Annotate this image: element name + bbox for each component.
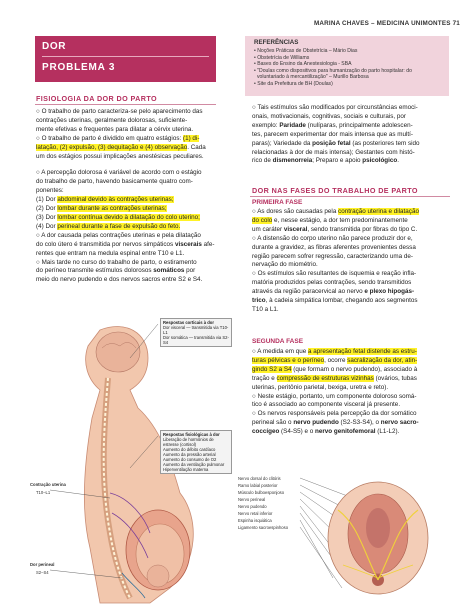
perineum-label: Nervo retal inferior bbox=[238, 511, 273, 516]
perineal-nerves-figure bbox=[238, 470, 438, 600]
reference-item: • Obstetrícia de Williams bbox=[254, 54, 310, 61]
perineum-label: Espinha isquiática bbox=[238, 518, 272, 523]
section-divider bbox=[35, 104, 216, 105]
text-line: durante a gravidez, as fibras aferentes provenientes dessa bbox=[252, 243, 416, 251]
text-line: ○ A dor causada pelas contrações uterinas e pela dilatação bbox=[36, 231, 201, 239]
text-line: contrações uterinas, geralmente dolorosas, suficiente- bbox=[36, 116, 188, 124]
banner-subtitle: PROBLEMA 3 bbox=[42, 62, 116, 73]
text-line: T10 a L1. bbox=[252, 305, 279, 313]
banner-divider bbox=[42, 56, 209, 57]
text-line: exemplo: Paridade (nulíparas, principalmente adolescen- bbox=[252, 121, 413, 129]
reference-item: • Noções Práticas de Obstetrícia – Mário Dias bbox=[254, 48, 358, 54]
brain-shape bbox=[96, 332, 140, 372]
text-line: região parecem sofrer regressão, caracterizando uma de- bbox=[252, 252, 413, 260]
text-line: paras); Variedade da posição fetal (as posteriores tem sido bbox=[252, 139, 420, 147]
text-line: do trabalho de parto, havendo basicamente quatro com- bbox=[36, 178, 193, 186]
text-line: turas pélvicas e o períneo, ocorre sacralização da dor, atin- bbox=[252, 356, 418, 364]
text-line: ○ Os estímulos são resultantes de isquemia e reação infla- bbox=[252, 270, 417, 278]
text-line: do colo útero é transmitida por nervos simpáticos viscerais afe- bbox=[36, 240, 215, 248]
text-line: uterinas, peritônio parietal, bexiga, uretra e reto). bbox=[252, 383, 389, 391]
text-line: tico é associado ao componente visceral já presente. bbox=[252, 401, 401, 409]
text-line: tração e compressão de estruturas vizinhas (ovários, tubas bbox=[252, 374, 417, 382]
text-line: (3) Dor lombar contínua devido à dilatação do colo uterino; bbox=[36, 213, 200, 221]
section-divider bbox=[250, 196, 450, 197]
text-line: ○ Tais estímulos são modificados por circunstâncias emoci- bbox=[252, 104, 418, 111]
text-line: relacionadas à dor de mais intensa); Gestantes com histó- bbox=[252, 148, 415, 156]
text-line: (4) Dor perineal durante a fase de expulsão do feto. bbox=[36, 222, 181, 230]
text-line: ○ O trabalho de parto é dividido em quatro estágios: (1) di- bbox=[36, 134, 200, 142]
text-line: ○ A percepção dolorosa é variável de acordo com o estágio bbox=[36, 169, 202, 177]
text-line: ○ Neste estágio, portanto, um componente doloroso somá- bbox=[252, 392, 417, 400]
text-line: ponentes: bbox=[36, 187, 64, 195]
perineum-label: Músculo bulboesponjoso bbox=[238, 490, 285, 495]
page-header: MARINA CHAVES – MEDICINA UNIMONTES 71 bbox=[313, 20, 460, 27]
reference-item: • Bases do Ensino da Anestesiologia - SBA bbox=[254, 61, 352, 67]
phase1-title: PRIMEIRA FASE bbox=[252, 199, 303, 206]
labor-pain-pathways-figure bbox=[30, 318, 230, 608]
text-line: onais, motivacionais, cognitivas, sociais e culturais, por bbox=[252, 112, 406, 120]
phase1-text bbox=[252, 208, 452, 315]
perineum-label: Nervo dorsal do clitóris bbox=[238, 476, 281, 481]
uterine-contraction-segments: T10–L1 bbox=[36, 490, 51, 495]
reference-item-continued: voluntariado à mercantilização" – Murillo Barbosa bbox=[257, 74, 369, 80]
references-title: REFERÊNCIAS bbox=[254, 39, 299, 46]
text-line: latação, (2) expulsão, (3) dequitação e (4) observação. Cada bbox=[36, 143, 206, 151]
text-line: (2) Dor lombar durante as contrações uterinas; bbox=[36, 205, 167, 213]
perineum-label: Ramo labial posterior bbox=[238, 483, 278, 488]
perineal-pain-label: Dor perineal bbox=[30, 562, 55, 567]
text-line: perineal são o nervo pudendo (S2-S3-S4), o nervo sacro- bbox=[252, 419, 419, 427]
text-line: tes, parecem experimentar dor mais intensa que as multí- bbox=[252, 130, 413, 138]
references-box bbox=[245, 36, 449, 96]
text-line: ○ A distensão do corpo uterino não parece produzir dor e, bbox=[252, 234, 413, 242]
text-line: ○ As dores são causadas pela contração uterina e dilatação bbox=[252, 208, 419, 215]
text-line: rentes que entram na medula espinal entre T10 e L1. bbox=[36, 249, 185, 257]
text-line: do colo e, nesse estágio, a dor tem predominantemente bbox=[252, 216, 408, 224]
perineum-label: Ligamento sacroespinhoso bbox=[238, 525, 289, 530]
text-line: ○ Mais tarde no curso do trabalho de parto, o estiramento bbox=[36, 258, 197, 266]
text-line: ○ A medida em que a apresentação fetal distende as estru- bbox=[252, 348, 417, 355]
section-title-fisiologia: FISIOLOGIA DA DOR DO PARTO bbox=[36, 94, 158, 103]
text-line: ○ Os nervos responsáveis pela percepção da dor somático bbox=[252, 410, 417, 418]
text-line: mente efetivas e frequentes para dilatar a cérvix uterina. bbox=[36, 125, 194, 133]
perineum-label: Nervo pudendo bbox=[238, 504, 267, 509]
banner-title: DOR bbox=[42, 41, 67, 52]
text-line: um caráter visceral, sendo transmitida por fibras do tipo C. bbox=[252, 225, 418, 233]
text-line: nervação do miométrio. bbox=[252, 261, 318, 269]
perineum-label: Nervo perineal bbox=[238, 497, 266, 502]
perineal-pain-segments: S2–S4 bbox=[36, 570, 49, 575]
title-banner bbox=[35, 36, 216, 82]
reference-item: • Site da Prefeitura de BH (Doulas) bbox=[254, 80, 333, 87]
reference-item: • "Doulas como dispositivos para humanização do parto hospitalar: do bbox=[254, 67, 412, 74]
text-line: trico, à cadeia simpática lombar, chegando aos segmentos bbox=[252, 297, 418, 305]
cortical-responses-box: Respostas corticais à dor Dor visceral — transmitida via T10-L1 Dor somática — transmitida via S2-S4 bbox=[160, 318, 232, 347]
uterine-contraction-label: Contração uterina bbox=[30, 482, 66, 487]
phase2-text bbox=[252, 348, 452, 437]
text-line: ○ O trabalho de parto caracteriza-se pelo aparecimento das bbox=[36, 108, 203, 115]
text-line: (1) Dor abdominal devido às contrações uterinas; bbox=[36, 196, 174, 204]
text-line: rico de dismenorreia; Preparo e apoio psicológico. bbox=[252, 157, 400, 165]
right-intro-block bbox=[252, 104, 452, 166]
text-line: coccígeo (S4-S5) e o nervo genitofemoral (L1-L2). bbox=[252, 428, 400, 436]
perineum-illustration bbox=[238, 470, 438, 600]
physiological-responses-box: Respostas fisiológicas à dor Liberação de hormônios de estresse (cortisol) Aumento do débito cardíaco Aumento da pressão arterial Aumento do consumo de O2 Aumento da ventilação pulmonar Hiperventilação materna bbox=[160, 430, 232, 474]
text-line: gindo S2 a S4 (que formam o nervo pudendo), associado à bbox=[252, 365, 418, 373]
text-line: do períneo transmite estímulos dolorosos somáticos por bbox=[36, 267, 196, 275]
text-line: matória produzidos pelas contrações, sendo transmitidos bbox=[252, 279, 412, 287]
text-line: meio do nervo pudendo e dos nervos sacros entre S2 e S4. bbox=[36, 276, 203, 284]
text-line: um dos estágios possui implicações anestésicas peculiares. bbox=[36, 152, 204, 160]
section-title-fases: DOR NAS FASES DO TRABALHO DE PARTO bbox=[252, 186, 418, 195]
text-line: através da região paracervical ao nervo e plexo hipogás- bbox=[252, 288, 415, 296]
phase2-title: SEGUNDA FASE bbox=[252, 338, 304, 345]
left-text-block bbox=[36, 108, 220, 285]
